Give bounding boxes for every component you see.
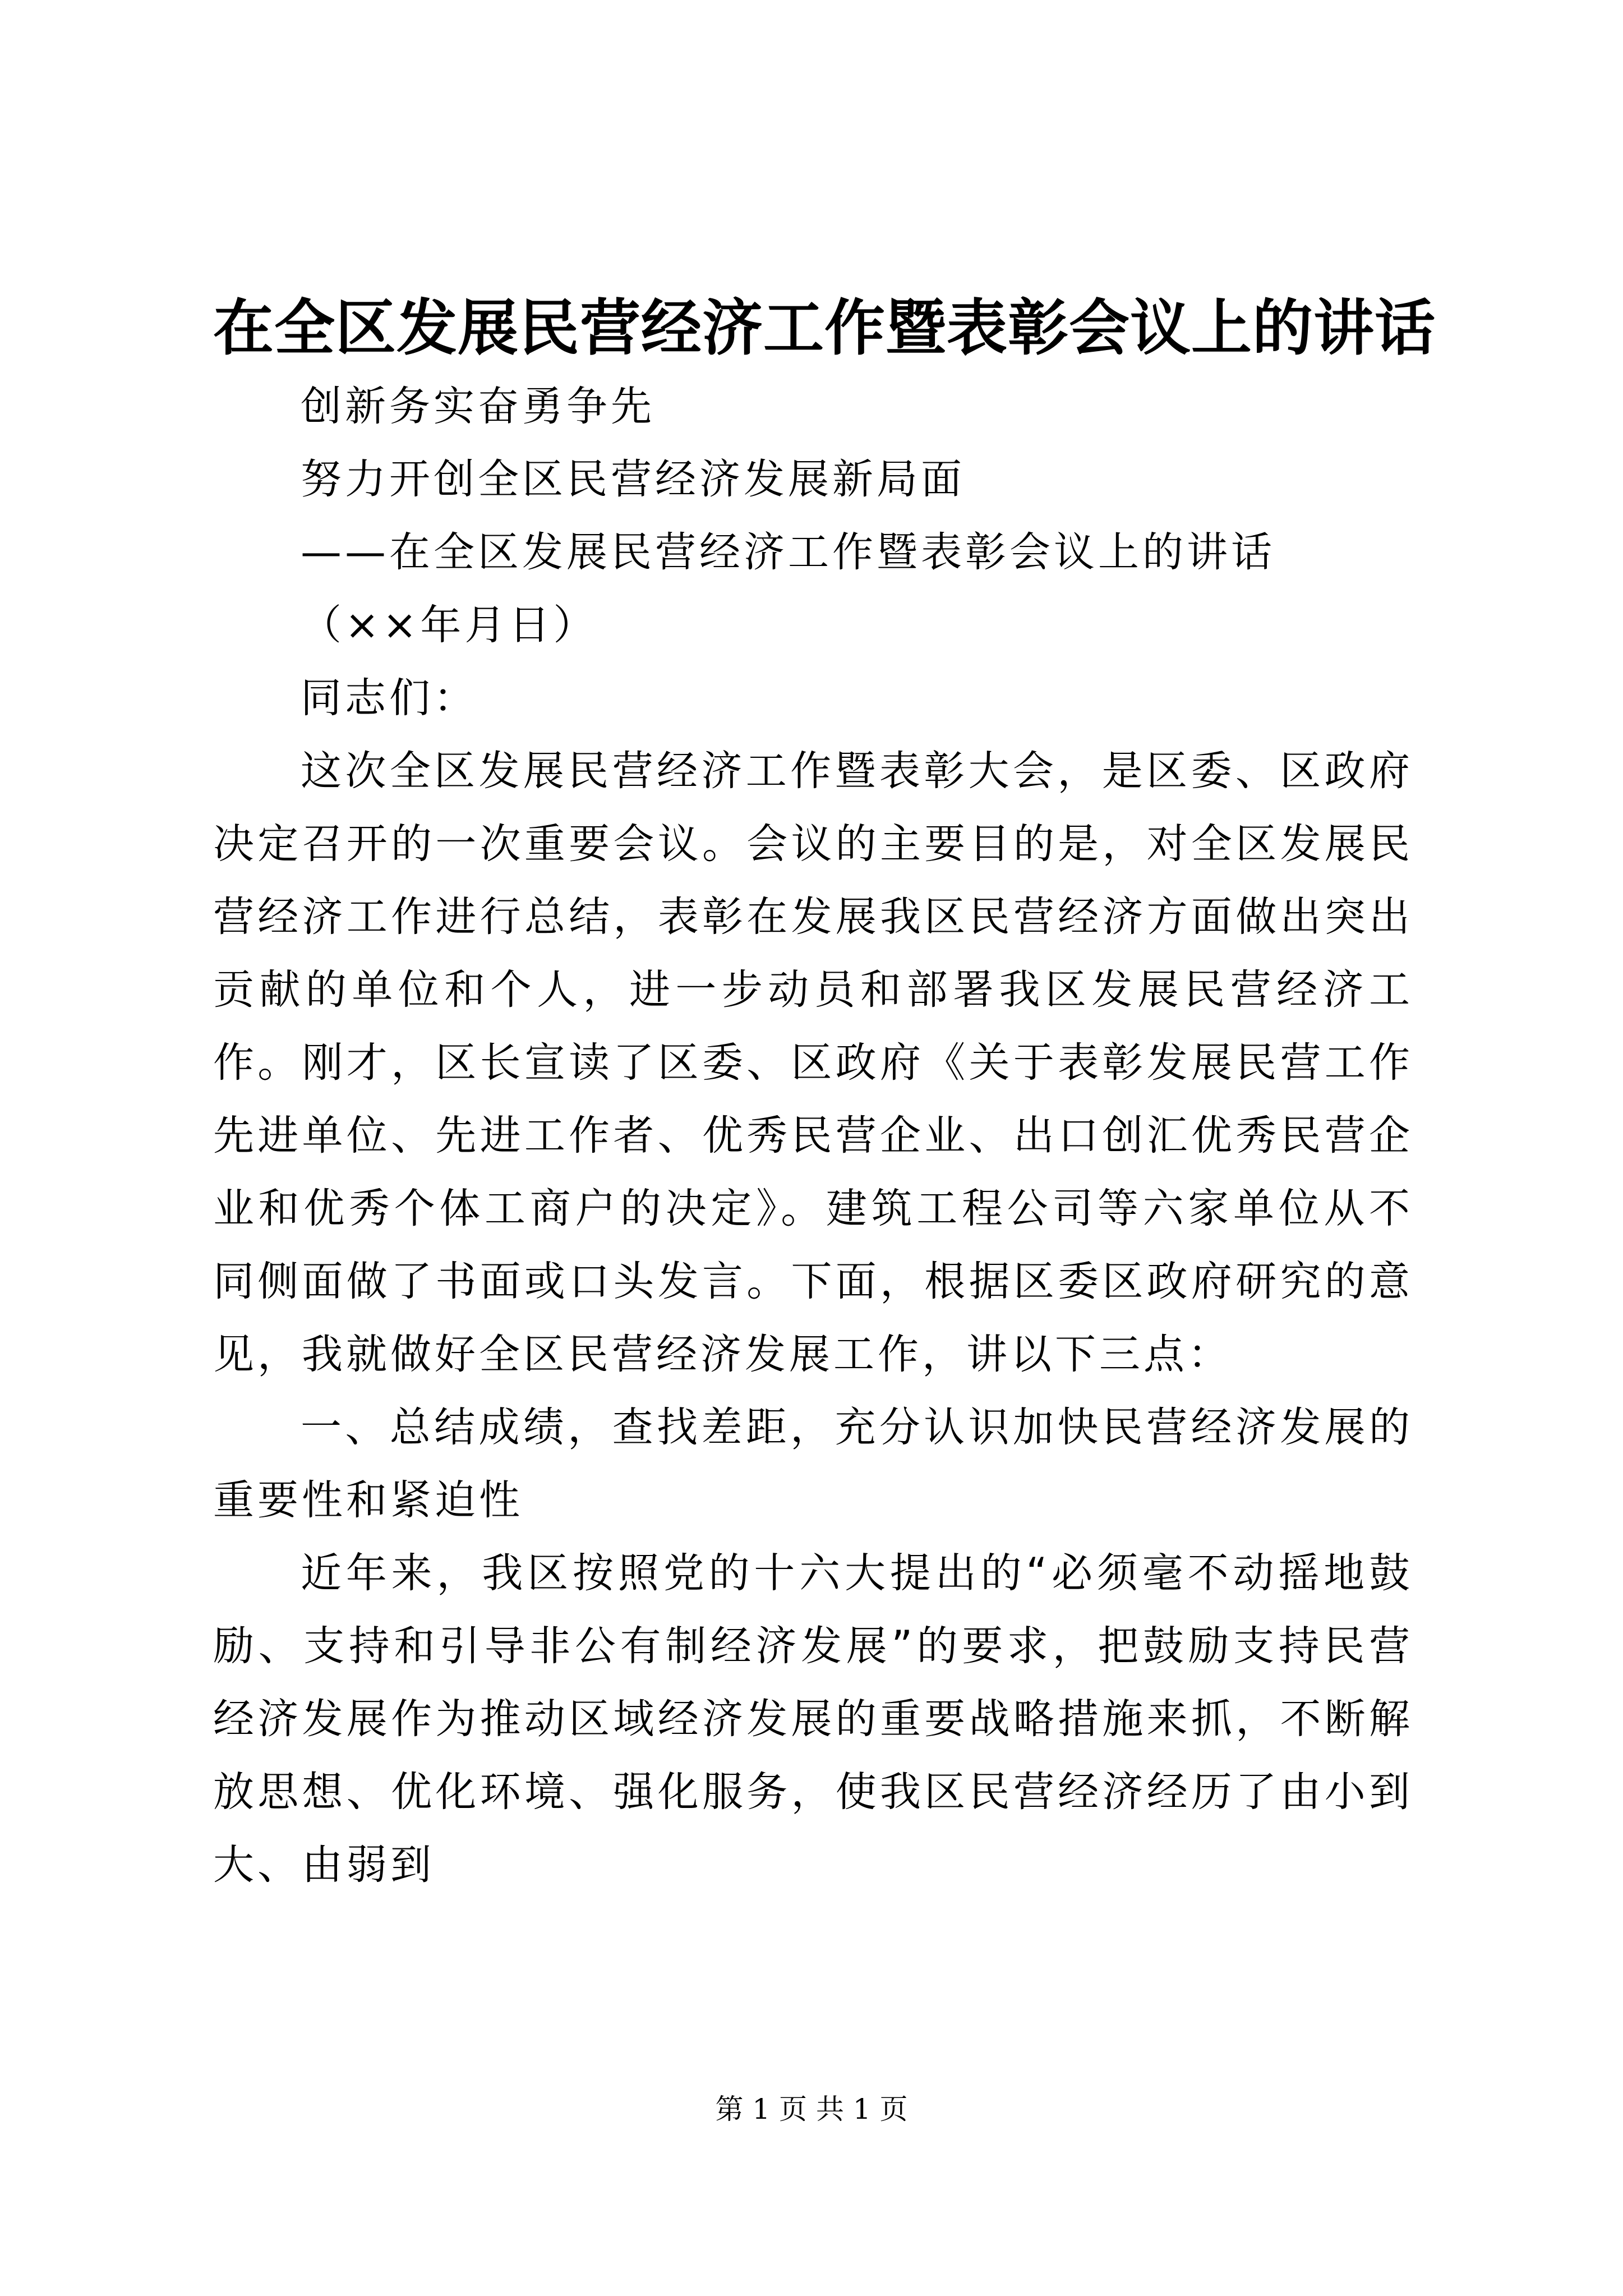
page-footer: 第 1 页 共 1 页 bbox=[715, 2093, 908, 2125]
subtitle-line-2: 努力开创全区民营经济发展新局面 bbox=[301, 455, 965, 503]
paragraph-recent-years: 近年来，我区按照党的十六大提出的“必须毫不动摇地鼓励、支持和引导非公有制经济发展”的要求，把鼓励支持民营经济发展作为推动区域经济发展的重要战略措施来抓，不断解放思想、优化环境、强化服务，使我区民营经济经历了由小到大、由弱到 bbox=[213, 1549, 1413, 1889]
salutation: 同志们： bbox=[301, 674, 478, 722]
subtitle-line-3: ——在全区发展民营经济工作暨表彰会议上的讲话 bbox=[301, 528, 1275, 576]
section-heading-1: 一、总结成绩，查找差距，充分认识加快民营经济发展的重要性和紧迫性 bbox=[213, 1404, 1413, 1524]
subtitle-line-1: 创新务实奋勇争先 bbox=[301, 383, 655, 430]
document-title: 在全区发展民营经济工作暨表彰会议上的讲话 bbox=[213, 293, 1436, 364]
document-body bbox=[213, 370, 1413, 1902]
paragraph-intro: 这次全区发展民营经济工作暨表彰大会，是区委、区政府决定召开的一次重要会议。会议的主要目的是，对全区发展民营经济工作进行总结，表彰在发展我区民营经济方面做出突出贡献的单位和个人，进一步动员和部署我区发展民营经济工作。刚才，区长宣读了区委、区政府《关于表彰发展民营工作先进单位、先进工作者、优秀民营企业、出口创汇优秀民营企业和优秀个体工商户的决定》。建筑工程公司等六家单位从不同侧面做了书面或口头发言。下面，根据区委区政府研究的意见，我就做好全区民营经济发展工作，讲以下三点： bbox=[213, 747, 1413, 1378]
date-line: （××年月日） bbox=[301, 601, 598, 649]
